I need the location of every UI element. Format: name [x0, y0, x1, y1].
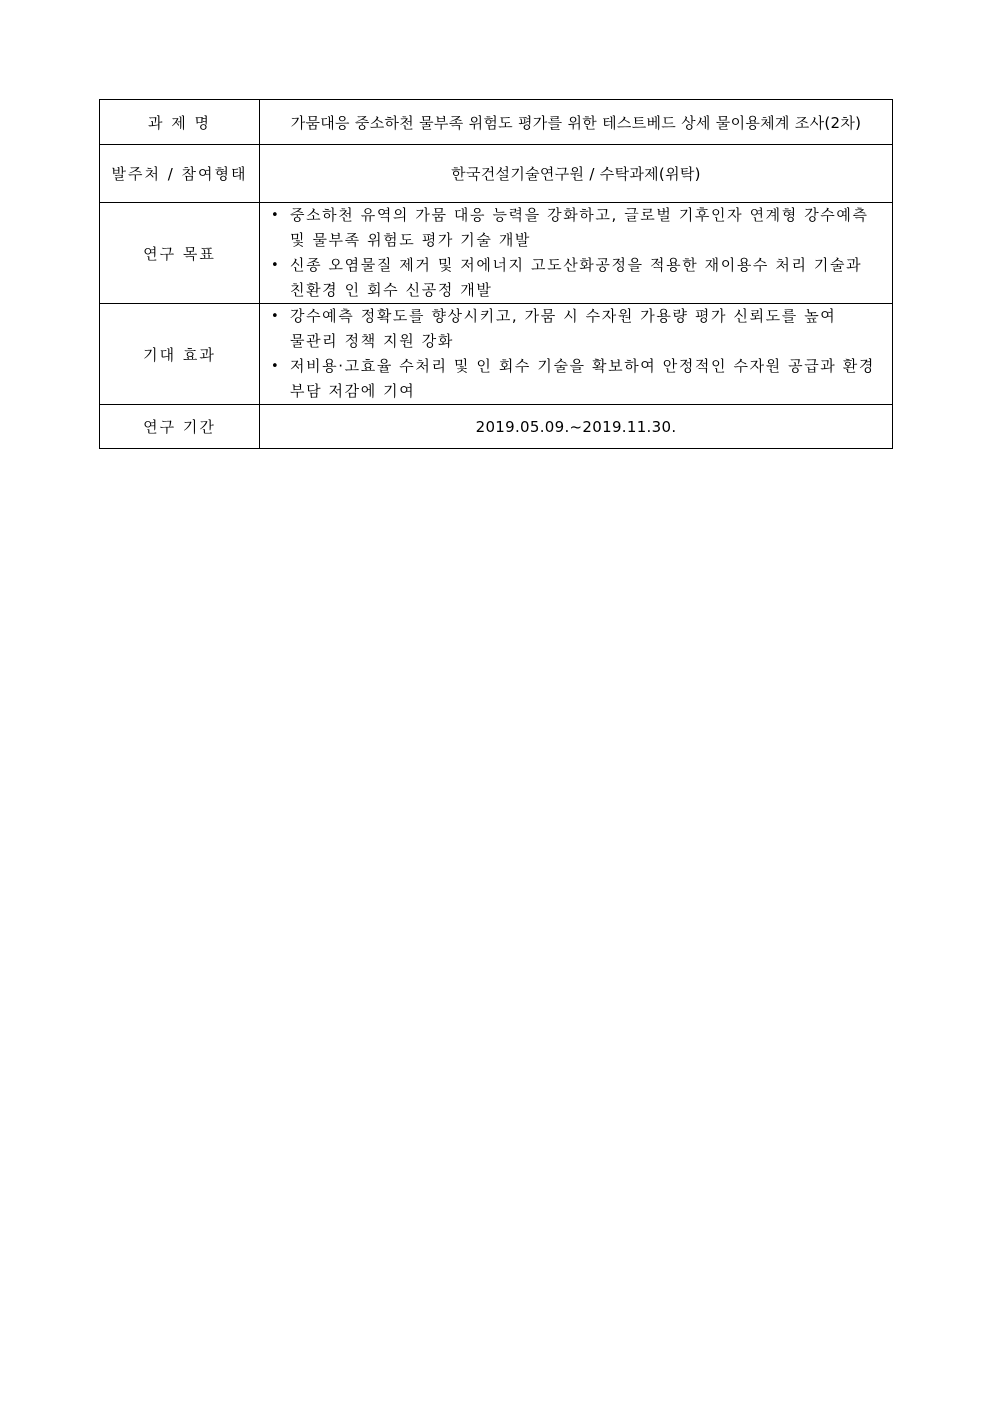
bullet-icon: • [271, 359, 281, 374]
list-item [270, 304, 878, 354]
expected-effect-cell [260, 304, 893, 405]
research-goal-text-1: 중소하천 유역의 가뭄 대응 능력을 강화하고, 글로벌 기후인자 연계형 강수예측 및 물부족 위험도 평가 기술 개발 [290, 206, 869, 249]
client-value: 한국건설기술연구원 / 수탁과제(위탁) [260, 145, 893, 203]
expected-effect-text-2: 저비용·고효율 수처리 및 인 회수 기술을 확보하여 안정적인 수자원 공급과 환경 부담 저감에 기여 [290, 357, 875, 400]
table-row [100, 100, 893, 145]
research-period-value: 2019.05.09.~2019.11.30. [260, 405, 893, 449]
table-row [100, 145, 893, 203]
project-name-value: 가뭄대응 중소하천 물부족 위험도 평가를 위한 테스트베드 상세 물이용체계 조사(2차) [260, 100, 893, 145]
bullet-icon: • [271, 258, 281, 273]
bullet-icon: • [271, 309, 281, 324]
research-goal-text-2: 신종 오염물질 제거 및 저에너지 고도산화공정을 적용한 재이용수 처리 기술과 친환경 인 회수 신공정 개발 [290, 256, 863, 299]
project-info-table [99, 99, 893, 449]
row-label-client: 발주처 / 참여형태 [100, 145, 260, 203]
research-goal-list [270, 203, 878, 303]
list-item [270, 203, 878, 253]
row-label-project-name: 과 제 명 [100, 100, 260, 145]
expected-effect-list [270, 304, 878, 404]
list-item [270, 354, 878, 404]
bullet-icon: • [271, 208, 281, 223]
table-row [100, 304, 893, 405]
table-row [100, 203, 893, 304]
expected-effect-text-1: 강수예측 정확도를 향상시키고, 가뭄 시 수자원 가용량 평가 신뢰도를 높여 물관리 정책 지원 강화 [290, 307, 837, 350]
row-label-research-goal: 연구 목표 [100, 203, 260, 304]
list-item [270, 253, 878, 303]
row-label-research-period: 연구 기간 [100, 405, 260, 449]
row-label-expected-effect: 기대 효과 [100, 304, 260, 405]
table-row [100, 405, 893, 449]
research-goal-cell [260, 203, 893, 304]
